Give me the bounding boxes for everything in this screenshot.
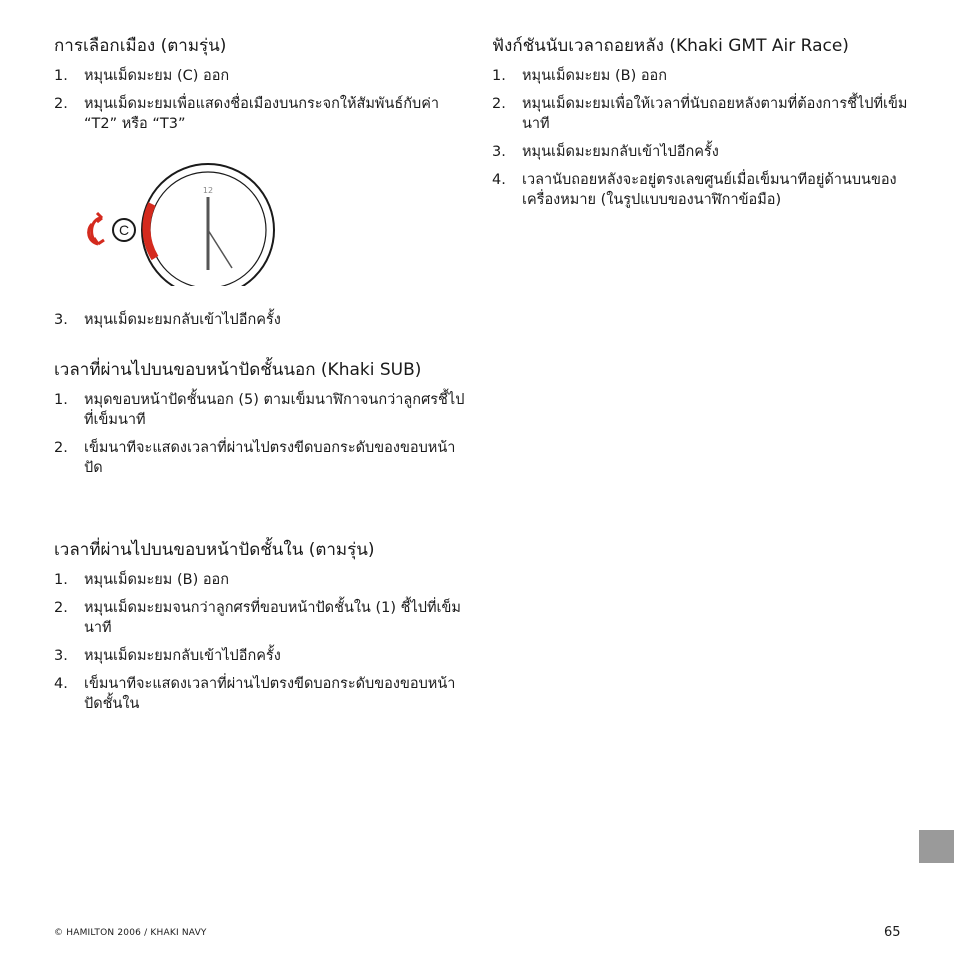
item-number: 1.	[54, 572, 68, 588]
item-number: 2.	[54, 96, 68, 112]
list-item	[492, 142, 912, 162]
item-number: 4.	[492, 172, 506, 188]
item-number: 3.	[54, 648, 68, 664]
instruction-list	[54, 570, 470, 714]
rotate-arrow-icon	[89, 213, 104, 244]
section-title: เวลาที่ผ่านไปบนขอบหน้าปัดชั้นนอก (Khaki SUB)	[54, 360, 422, 380]
section-title: ฟังก์ชันนับเวลาถอยหลัง (Khaki GMT Air Race)	[492, 36, 849, 56]
item-text: หมุนเม็ดมะยม (B) ออก	[84, 572, 230, 588]
list-item	[54, 438, 470, 478]
item-number: 1.	[492, 68, 506, 84]
item-text: หมุนเม็ดมะยมกลับเข้าไปอีกครั้ง	[522, 144, 719, 160]
page-number: 65	[884, 925, 901, 940]
list-item	[54, 390, 470, 430]
instruction-list	[492, 66, 912, 210]
item-number: 2.	[492, 96, 506, 112]
item-number: 4.	[54, 676, 68, 692]
list-item	[54, 646, 470, 666]
item-text: หมุนเม็ดมะยมจนกว่าลูกศรที่ขอบหน้าปัดชั้นใน (1) ชี้ไปที่เข็มนาที	[84, 600, 461, 636]
item-number: 1.	[54, 68, 68, 84]
dial-number-12: 12	[202, 186, 214, 195]
section-city-selection-continued	[54, 302, 470, 330]
item-text: หมุนเม็ดมะยม (B) ออก	[522, 68, 668, 84]
item-text: เข็มนาทีจะแสดงเวลาที่ผ่านไปตรงขีดบอกระดับของขอบหน้าปัด	[84, 440, 456, 476]
section-city-selection	[54, 34, 470, 134]
item-text: หมุนเม็ดมะยมกลับเข้าไปอีกครั้ง	[84, 648, 281, 664]
list-item	[54, 674, 470, 714]
section-tab-marker	[919, 830, 954, 863]
instruction-list	[54, 66, 470, 134]
list-item	[492, 94, 912, 134]
list-item	[54, 598, 470, 638]
list-item	[54, 310, 470, 330]
instruction-list	[54, 310, 470, 330]
item-number: 3.	[492, 144, 506, 160]
item-number: 2.	[54, 440, 68, 456]
item-number: 2.	[54, 600, 68, 616]
section-title: การเลือกเมือง (ตามรุ่น)	[54, 36, 227, 56]
watch-crown-illustration	[80, 160, 280, 286]
list-item	[492, 66, 912, 86]
crown-label: C	[118, 222, 130, 238]
item-text: หมุดขอบหน้าปัดชั้นนอก (5) ตามเข็มนาฬิกาจนกว่าลูกศรชี้ไปที่เข็มนาที	[84, 392, 465, 428]
list-item	[54, 570, 470, 590]
section-title: เวลาที่ผ่านไปบนขอบหน้าปัดชั้นใน (ตามรุ่น)	[54, 540, 375, 560]
list-item	[54, 94, 470, 134]
item-number: 3.	[54, 312, 68, 328]
item-number: 1.	[54, 392, 68, 408]
list-item	[492, 170, 912, 210]
list-item	[54, 66, 470, 86]
item-text: เข็มนาทีจะแสดงเวลาที่ผ่านไปตรงขีดบอกระดับของขอบหน้าปัดชั้นใน	[84, 676, 456, 712]
footer-copyright: © HAMILTON 2006 / KHAKI NAVY	[54, 928, 207, 938]
item-text: หมุนเม็ดมะยมเพื่อให้เวลาที่นับถอยหลังตามที่ต้องการชี้ไปที่เข็มนาที	[522, 96, 908, 132]
item-text: หมุนเม็ดมะยมกลับเข้าไปอีกครั้ง	[84, 312, 281, 328]
item-text: หมุนเม็ดมะยมเพื่อแสดงชื่อเมืองบนกระจกให้สัมพันธ์กับค่า “T2” หรือ “T3”	[84, 96, 440, 132]
section-outer-bezel	[54, 358, 470, 478]
item-text: เวลานับถอยหลังจะอยู่ตรงเลขศูนย์เมื่อเข็มนาทีอยู่ด้านบนของเครื่องหมาย (ในรูปแบบของนาฬิกาข้อมือ)	[522, 172, 897, 208]
section-inner-bezel	[54, 538, 470, 714]
instruction-list	[54, 390, 470, 478]
item-text: หมุนเม็ดมะยม (C) ออก	[84, 68, 230, 84]
section-countdown	[492, 34, 912, 210]
